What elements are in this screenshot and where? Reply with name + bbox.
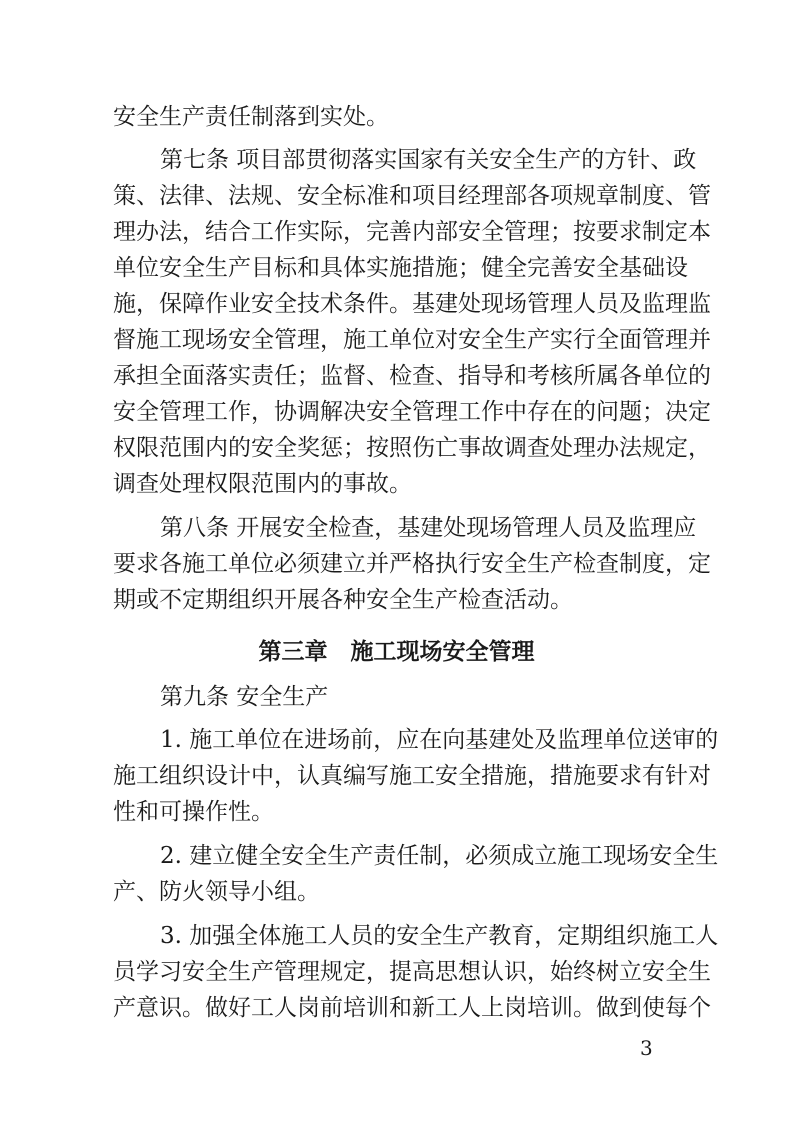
text-line: 产、防火领导小组。 [113,879,320,905]
text-line: 权限范围内的安全奖惩；按照伤亡事故调查处理办法规定， [113,435,711,461]
text-line: 施工组织设计中，认真编写施工安全措施，措施要求有针对 [113,763,711,789]
list-item-3-first-line: 3. 加强全体施工人员的安全生产教育，定期组织施工人 [160,923,719,949]
text-line: 施，保障作业安全技术条件。基建处现场管理人员及监理监 [113,291,711,317]
list-item-1-first-line: 1. 施工单位在进场前，应在向基建处及监理单位送审的 [160,727,719,753]
text-line: 产意识。做好工人岗前培训和新工人上岗培训。做到使每个 [113,995,711,1021]
article-7-first-line: 第七条 项目部贯彻落实国家有关安全生产的方针、政 [160,147,697,173]
text-line: 安全生产责任制落到实处。 [113,104,389,130]
article-9-heading: 第九条 安全生产 [160,684,329,710]
text-line: 安全管理工作，协调解决安全管理工作中存在的问题；决定 [113,399,711,425]
article-8-first-line: 第八条 开展安全检查，基建处现场管理人员及监理应 [160,515,697,541]
text-line: 理办法，结合工作实际，完善内部安全管理；按要求制定本 [113,219,711,245]
text-line: 性和可操作性。 [113,799,274,825]
text-line: 员学习安全生产管理规定，提高思想认识，始终树立安全生 [113,959,711,985]
text-line: 承担全面落实责任；监督、检查、指导和考核所属各单位的 [113,363,711,389]
text-line: 督施工现场安全管理，施工单位对安全生产实行全面管理并 [113,327,711,353]
text-line: 期或不定期组织开展各种安全生产检查活动。 [113,587,573,613]
list-item-2-first-line: 2. 建立健全安全生产责任制，必须成立施工现场安全生 [160,843,719,869]
chapter-heading: 第三章 施工现场安全管理 [258,639,535,665]
text-line: 调查处理权限范围内的事故。 [113,471,412,497]
text-line: 单位安全生产目标和具体实施措施；健全完善安全基础设 [113,255,688,281]
page-number: 3 [640,1036,653,1060]
text-line: 要求各施工单位必须建立并严格执行安全生产检查制度，定 [113,551,711,577]
text-line: 策、法律、法规、安全标准和项目经理部各项规章制度、管 [113,183,711,209]
